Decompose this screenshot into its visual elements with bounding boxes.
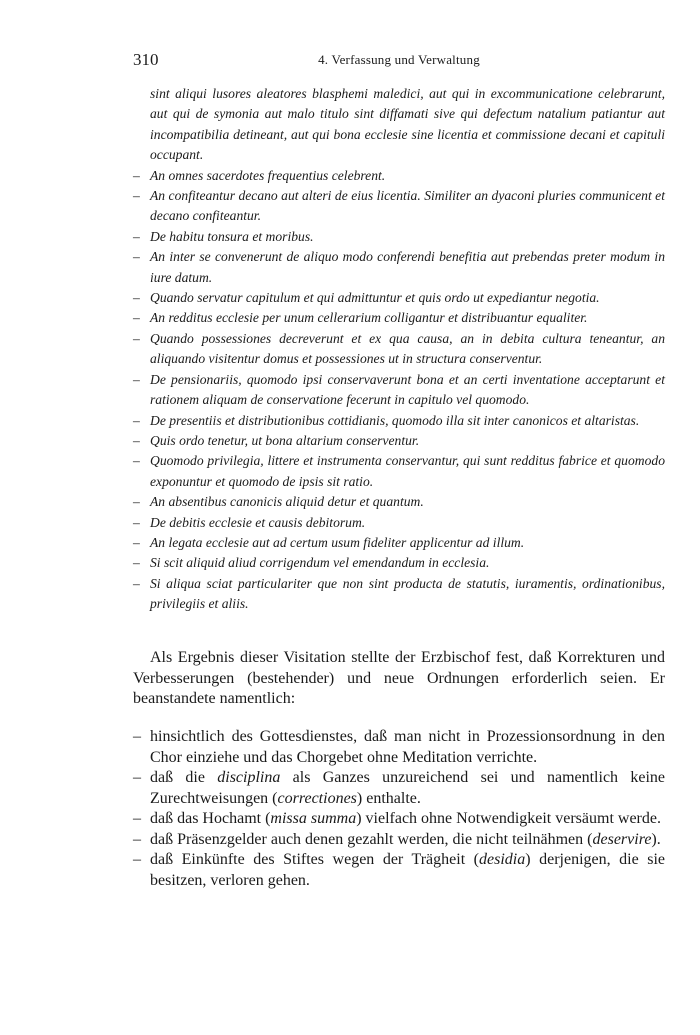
dash-bullet: – <box>133 575 140 591</box>
dash-bullet: – <box>133 228 140 244</box>
dash-bullet: – <box>133 810 141 827</box>
item-text: ). <box>651 830 661 848</box>
list-item-text: Si aliqua sciat particulariter que non sint producta de statutis, iuramentis, ordinationibus, privilegiis et aliis. <box>150 575 665 612</box>
list-item <box>133 431 665 451</box>
dash-bullet: – <box>133 167 140 183</box>
list-item <box>133 288 665 308</box>
list-item-text: An confiteantur decano aut alteri de eius licentia. Similiter an dyaconi pluries communicent et decano confiteantur. <box>150 188 665 224</box>
list-item <box>133 768 665 809</box>
dash-bullet: – <box>133 188 140 204</box>
dash-bullet: – <box>133 534 140 550</box>
list-item-text: Quis ordo tenetur, ut bona altarium conserventur. <box>150 432 420 448</box>
list-item <box>133 247 665 288</box>
list-item-text: An absentibus canonicis aliquid detur et quantum. <box>150 494 424 510</box>
latin-term: desidia <box>479 851 526 868</box>
list-item <box>133 830 665 851</box>
list-item <box>133 329 665 370</box>
dash-bullet: – <box>133 514 140 530</box>
dash-bullet: – <box>133 371 140 387</box>
list-item-text: An inter se convenerunt de aliquo modo conferendi benefitia aut prebendas preter modum in iure datum. <box>150 249 665 285</box>
list-item <box>133 727 665 768</box>
list-item <box>133 850 665 891</box>
list-item <box>133 809 665 830</box>
german-findings-list <box>133 727 665 891</box>
item-text: daß Präsenzgelder auch denen gezahlt werden, die nicht teilnähmen ( <box>150 830 593 848</box>
list-item-text: Si scit aliquid aliud corrigendum vel emendandum in ecclesia. <box>150 555 490 571</box>
latin-items <box>133 166 665 615</box>
dash-bullet: – <box>133 555 140 571</box>
latin-term: deservire <box>592 830 652 848</box>
list-item <box>133 308 665 328</box>
list-item-text: De pensionariis, quomodo ipsi conservaverunt bona et an certi inventatione acceptarunt et rationem aliquam de conservatione fecerunt in capitulo vel quomodo. <box>150 371 665 408</box>
list-item <box>133 574 665 615</box>
dash-bullet: – <box>133 330 140 346</box>
latin-term: missa summa <box>270 810 357 827</box>
list-item <box>133 553 665 573</box>
list-item-text: De presentiis et distributionibus cottidianis, quomodo illa sit inter canonicos et altaristas. <box>150 412 640 428</box>
dash-bullet: – <box>133 290 140 306</box>
body-paragraph: Als Ergebnis dieser Visitation stellte der Erzbischof fest, daß Korrekturen und Verbesserungen (bestehender) und neue Ordnungen erforderlich seien. Er beanstandete namentlich: <box>133 649 665 707</box>
dash-bullet: – <box>133 851 141 868</box>
latin-term: disciplina <box>217 769 281 786</box>
list-item-text: Quomodo privilegia, littere et instrumenta conservantur, qui sunt redditus fabrice et quomodo exponuntur et quomodo de ipsis sit ratio. <box>150 453 665 489</box>
list-item <box>133 451 665 492</box>
latin-question-list <box>133 84 665 615</box>
list-item <box>133 513 665 533</box>
dash-bullet: – <box>133 310 140 326</box>
dash-bullet: – <box>133 769 141 786</box>
item-text: daß Einkünfte des Stiftes wegen der Trägheit ( <box>150 851 480 868</box>
list-item-text: An omnes sacerdotes frequentius celebrent. <box>150 167 386 183</box>
page-header <box>133 50 665 72</box>
latin-term: correctiones <box>277 789 357 807</box>
item-text: als Ganzes unzureichend sei und namentlich keine Zurechtweisungen ( <box>150 769 665 807</box>
dash-bullet: – <box>133 830 141 848</box>
list-item <box>133 533 665 553</box>
list-item-text: De habitu tonsura et moribus. <box>150 228 314 244</box>
item-text: daß das Hochamt ( <box>150 810 271 827</box>
dash-bullet: – <box>133 432 140 448</box>
list-item-text: An legata ecclesie aut ad certum usum fideliter applicentur ad illum. <box>150 534 525 550</box>
list-item-text: An redditus ecclesie per unum cellerarium colligantur et distribuantur equaliter. <box>150 310 588 326</box>
item-text: ) derjenigen, die sie besitzen, verloren gehen. <box>150 851 666 889</box>
list-item <box>133 492 665 512</box>
list-item-text: Quando servatur capitulum et qui admittuntur et quis ordo ut expediantur negotia. <box>150 290 600 306</box>
dash-bullet: – <box>133 453 140 469</box>
list-item-text: Quando possessiones decreverunt et ex qua causa, an in debita cultura teneantur, an aliquando visitentur domus et possessiones ut in structura conserventur. <box>150 330 665 367</box>
item-text: ) enthalte. <box>356 789 421 807</box>
item-text: ) vielfach ohne Notwendigkeit versäumt werde. <box>356 810 661 827</box>
dash-bullet: – <box>133 728 141 745</box>
dash-bullet: – <box>133 249 140 265</box>
list-item <box>133 186 665 227</box>
item-text: hinsichtlich des Gottesdienstes, daß man nicht in Prozessionsordnung in den Chor einziehe und das Chorgebet ohne Meditation verrichte. <box>150 728 665 766</box>
list-item <box>133 166 665 186</box>
dash-bullet: – <box>133 412 140 428</box>
list-item <box>133 370 665 411</box>
list-item <box>133 227 665 247</box>
running-head: 4. Verfassung und Verwaltung <box>318 52 480 67</box>
dash-bullet: – <box>133 494 140 510</box>
list-item-continuation: sint aliqui lusores aleatores blasphemi maledici, aut qui in excommunicatione celebrarunt, aut qui de symonia aut malo titulo sint diffamati sive qui defectum natalium patiantur aut incompatibilia detineant, aut qui bona ecclesie sine licentia et commissione decani et capituli occupant. <box>150 86 665 163</box>
list-item-text: De debitis ecclesie et causis debitorum. <box>150 514 366 530</box>
list-item <box>133 411 665 431</box>
item-text: daß die <box>150 769 218 786</box>
page-number: 310 <box>133 50 159 69</box>
